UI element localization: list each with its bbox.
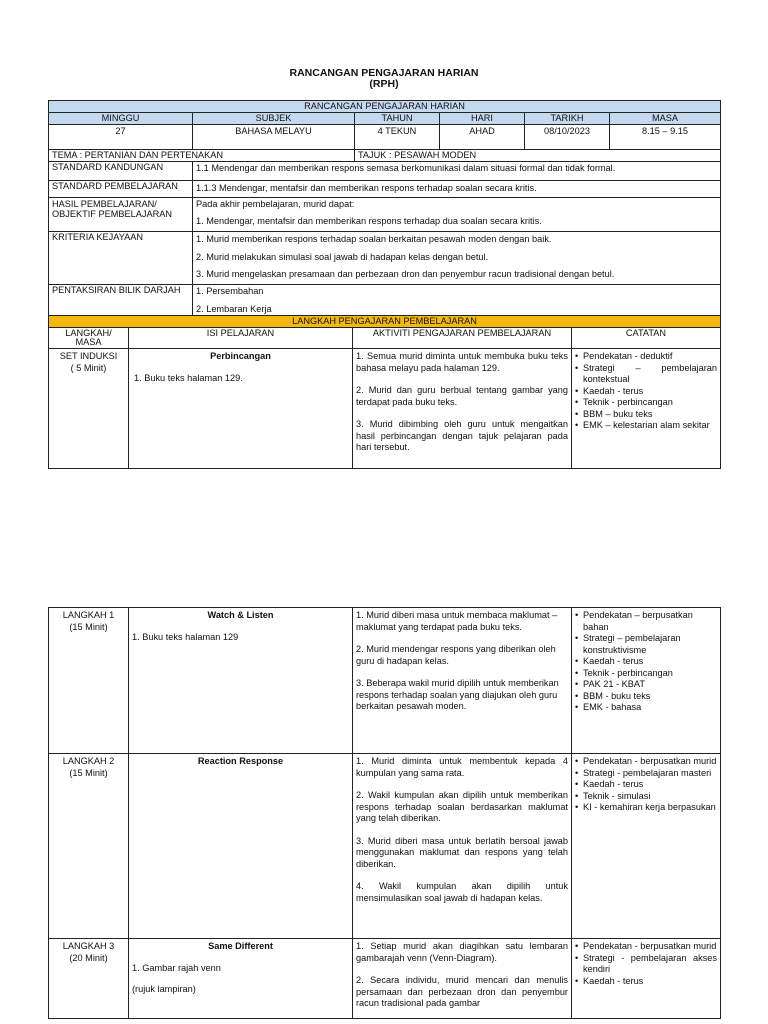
table-row <box>49 349 721 469</box>
value-masa: 8.15 – 9.15 <box>610 125 721 150</box>
tema: TEMA : PERTANIAN DAN PERTENAKAN <box>49 150 355 162</box>
header-subjek: SUBJEK <box>193 113 355 125</box>
value-hari: AHAD <box>440 125 525 150</box>
catatan-set-induksi <box>572 349 721 469</box>
value-tahun: 4 TEKUN <box>355 125 440 150</box>
list-item: • Kaedah - terus <box>575 386 717 398</box>
value-standard-pembelajaran: 1.1.3 Mendengar, mentafsir dan memberikan respons terhadap soalan secara kritis. <box>193 181 721 198</box>
table-row <box>49 939 721 1019</box>
header-tarikh: TARIKH <box>525 113 610 125</box>
value-kriteria-kejayaan: 1. Murid memberikan respons terhadap soalan berkaitan pesawah moden dengan baik. 2. Murid melakukan simulasi soal jawab di hadapan kelas dengan betul. 3. Murid mengelaskan presamaan dan perbezaan dron dan penyembur racun tradisional dengan betul. <box>193 232 721 285</box>
aktiviti-set-induksi: 1. Semua murid diminta untuk membuka buku teks bahasa melayu pada halaman 129. 2. Murid dan guru berbual tentang gambar yang terdapat pada buku teks. 3. Murid dibimbing oleh guru untuk mengaitkan hasil perbincangan dengan tajuk pelajaran pada hari tersebut. <box>353 349 572 469</box>
value-hasil-pembelajaran: Pada akhir pembelajaran, murid dapat: 1. Mendengar, mentafsir dan memberikan respons terhadap dua soalan secara kritis. <box>193 198 721 232</box>
isi-langkah-2: Reaction Response <box>129 754 353 939</box>
catatan-langkah-3 <box>572 939 721 1019</box>
langkah-table-page2 <box>48 607 721 1019</box>
header-catatan: CATATAN <box>572 328 721 349</box>
header-aktiviti: AKTIVITI PENGAJARAN PEMBELAJARAN <box>353 328 572 349</box>
list-item: • Pendekatan – berpusatkan bahan <box>575 610 717 633</box>
list-item: • Pendekatan - berpusatkan murid <box>575 756 717 768</box>
document-title: RANCANGAN PENGAJARAN HARIAN <box>289 67 479 79</box>
header-isi-pelajaran: ISI PELAJARAN <box>129 328 353 349</box>
aktiviti-langkah-1: 1. Murid diberi masa untuk membaca maklumat – maklumat yang terdapat pada buku teks. 2. Murid mendengar respons yang diberikan oleh guru di hadapan kelas. 3. Beberapa wakil murid dipilih untuk memberikan respons terhadap soalan yang diajukan oleh guru berkaitan pesawah moden. <box>353 608 572 754</box>
list-item: • Teknik - perbincangan <box>575 397 717 409</box>
list-item: • EMK - bahasa <box>575 702 717 714</box>
list-item: • BBM – buku teks <box>575 409 717 421</box>
step-langkah-1: LANGKAH 1 (15 Minit) <box>49 608 129 754</box>
list-item: • Strategi – pembelajaran kontekstual <box>575 363 717 386</box>
list-item: • Kaedah - terus <box>575 976 717 988</box>
langkah-banner: LANGKAH PENGAJARAN PEMBELAJARAN <box>49 316 721 328</box>
aktiviti-langkah-3: 1. Setiap murid akan diagihkan satu lembaran gambarajah venn (Venn-Diagram). 2. Secara individu, murid mencari dan menulis persamaan dan perbezaan dron dan penyembur racun tradisional pada gambar <box>353 939 572 1019</box>
list-item: • Teknik - perbincangan <box>575 668 717 680</box>
table-row <box>49 608 721 754</box>
tajuk: TAJUK : PESAWAH MODEN <box>355 150 721 162</box>
list-item: • Kaedah - terus <box>575 779 717 791</box>
list-item: • Pendekatan - deduktif <box>575 351 717 363</box>
list-item: • Strategi - pembelajaran masteri <box>575 768 717 780</box>
list-item: • BBM - buku teks <box>575 691 717 703</box>
label-pentaksiran: PENTAKSIRAN BILIK DARJAH <box>49 285 193 319</box>
list-item: • PAK 21 - KBAT <box>575 679 717 691</box>
list-item: • Pendekatan - berpusatkan murid <box>575 941 717 953</box>
rph-info-table <box>48 100 721 319</box>
step-set-induksi: SET INDUKSI ( 5 Minit) <box>49 349 129 469</box>
isi-set-induksi: Perbincangan 1. Buku teks halaman 129. <box>129 349 353 469</box>
rph-banner: RANCANGAN PENGAJARAN HARIAN <box>49 101 721 113</box>
isi-langkah-3: Same Different 1. Gambar rajah venn (rujuk lampiran) <box>129 939 353 1019</box>
list-item: • Strategi - pembelajaran akses kendiri <box>575 953 717 976</box>
value-subjek: BAHASA MELAYU <box>193 125 355 150</box>
isi-langkah-1: Watch & Listen 1. Buku teks halaman 129 <box>129 608 353 754</box>
header-minggu: MINGGU <box>49 113 193 125</box>
value-standard-kandungan: 1.1 Mendengar dan memberikan respons semasa berkomunikasi dalam situasi formal dan tidak formal. <box>193 162 721 181</box>
langkah-table-page1 <box>48 315 721 469</box>
table-row <box>49 754 721 939</box>
header-langkah-masa: LANGKAH/ MASA <box>49 328 129 349</box>
list-item: • Teknik - simulasi <box>575 791 717 803</box>
list-item: • Strategi – pembelajaran konstruktivisme <box>575 633 717 656</box>
value-minggu: 27 <box>49 125 193 150</box>
list-item: • KI - kemahiran kerja berpasukan <box>575 802 717 814</box>
list-item: • Kaedah - terus <box>575 656 717 668</box>
label-kriteria-kejayaan: KRITERIA KEJAYAAN <box>49 232 193 285</box>
label-standard-kandungan: STANDARD KANDUNGAN <box>49 162 193 181</box>
aktiviti-langkah-2: 1. Murid diminta untuk membentuk kepada 4 kumpulan yang sama rata. 2. Wakil kumpulan akan dipilih untuk memberikan respons terhadap soalan berdasarkan maklumat yang telah diberikan. 3. Murid diberi masa untuk berlatih bersoal jawab menggunakan maklumat dan respons yang telah diberikan. 4. Wakil kumpulan akan dipilih untuk mensimulasikan soal jawab di hadapan kelas. <box>353 754 572 939</box>
value-tarikh: 08/10/2023 <box>525 125 610 150</box>
step-langkah-3: LANGKAH 3 (20 Minit) <box>49 939 129 1019</box>
header-hari: HARI <box>440 113 525 125</box>
document-subtitle: (RPH) <box>369 78 399 90</box>
list-item: • EMK – kelestarian alam sekitar <box>575 420 717 432</box>
step-langkah-2: LANGKAH 2 (15 Minit) <box>49 754 129 939</box>
catatan-langkah-2 <box>572 754 721 939</box>
label-hasil-pembelajaran: HASIL PEMBELAJARAN/ OBJEKTIF PEMBELAJARAN <box>49 198 193 232</box>
label-standard-pembelajaran: STANDARD PEMBELAJARAN <box>49 181 193 198</box>
header-masa: MASA <box>610 113 721 125</box>
catatan-langkah-1 <box>572 608 721 754</box>
header-tahun: TAHUN <box>355 113 440 125</box>
value-pentaksiran: 1. Persembahan 2. Lembaran Kerja <box>193 285 721 319</box>
